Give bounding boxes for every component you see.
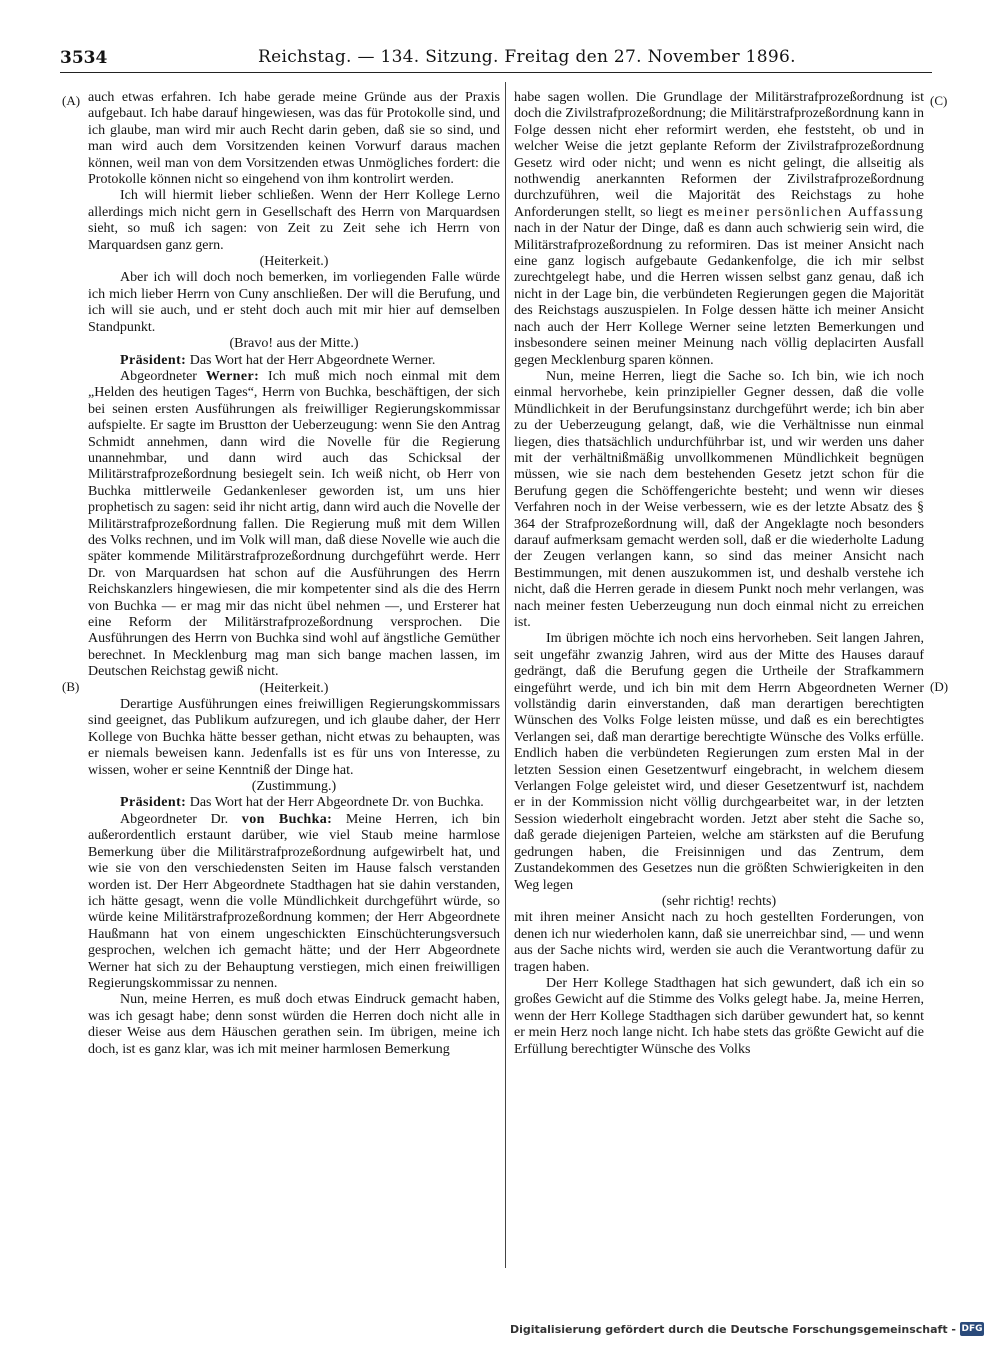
right-column: [514, 90, 924, 1058]
paragraph: [514, 90, 924, 369]
paragraph: Nun, meine Herren, liegt die Sache so. Ich bin, wie ich noch einmal hervorhebe, kein prinzipieller Gegner dessen, daß die volle Mündlichkeit in der Berufungsinstanz durchgeführt werde; ich bin aber zu der Ueberzeugung gelangt, daß, wie die Verhältnisse nun einmal liegen, dies thatsächlich undurchführbar ist, und wir werden uns daher mit der verhältnißmäßig unvollkommenen Mündlichkeit begnügen müssen, wie sie nach dem bestehenden Gesetz jetzt schon für die Berufung gegen die Schöffengerichte besteht; und wenn wir dieses Verfahren noch in der Weise verbessern, wie es der letzte Absatz des § 364 der Strafprozeßordnung will, daß der Angeklagte noch besonders darauf aufmerksam gemacht werden soll, daß er die wiederholte Ladung der Zeugen verlangen kann, so sind das meiner Ansicht nach Bestimmungen, mit denen auszukommen ist, und deshalb verstehe ich nicht, daß die Herren gerade in diesem Punkt noch mehr verlangen, was nach meiner festen Ueberzeugung nun doch einmal nicht zu erreichen ist.: [514, 368, 924, 630]
margin-mark-a: (A): [62, 93, 81, 108]
paragraph: mit ihren meiner Ansicht nach zu hoch gestellten Forderungen, von denen ich nur wiederholen kann, daß sie unerreichbar sind, — und wenn aus der Sache nichts wird, werden sie auch die Verantwortung dafür zu tragen haben.: [514, 910, 924, 975]
speaker-paragraph: [88, 812, 500, 992]
speech-text: Das Wort hat der Herr Abgeordnete Werner.: [186, 352, 436, 368]
page-number: 3534: [60, 48, 108, 68]
margin-mark-d: (D): [930, 679, 949, 694]
paragraph: Der Herr Kollege Stadthagen hat sich gewundert, daß ich ein so großes Gewicht auf die Stimme des Volks gelegt habe. Ja, meine Herren, wenn der Herr Kollege Stadthagen sich darüber gewundert hat, so kennt er mein Herz noch lange nicht. Ich habe stets das größte Gewicht auf die Erfüllung berechtigter Wünsche des Volks: [514, 975, 924, 1057]
speaker-paragraph: [88, 795, 500, 811]
paragraph: Ich will hiermit lieber schließen. Wenn der Herr Kollege Lerno allerdings mich nicht gern in Gesellschaft des Herrn von Marquardsen sieht, so muß ich sagen: von Zeit zu Zeit sehe ich Herrn von Marquardsen ganz gern.: [88, 188, 500, 253]
footer-text: Digitalisierung gefördert durch die Deutsche Forschungsgemeinschaft -: [509, 1322, 956, 1336]
speaker-paragraph: [88, 353, 500, 369]
speaker-name: Werner:: [205, 368, 260, 384]
paragraph: Nun, meine Herren, es muß doch etwas Eindruck gemacht haben, was ich gesagt habe; denn sonst würden die Herren doch nicht alle in dieser Weise aus dem Häuschen gerathen sein. Im übrigen, meine ich doch, ist es ganz klar, was ich mit meiner harmlosen Bemerkung: [88, 992, 500, 1057]
paragraph: Derartige Ausführungen eines freiwilligen Regierungskommissars sind geeignet, das Publikum aufzuregen, und ich glaube daher, der Herr Kollege von Buchka hätte besser gethan, nicht etwas zu behaupten, was er niemals beweisen kann. Jedenfalls ist es für uns von Interesse, zu wissen, woher er seine Kenntniß der Dinge hat.: [88, 697, 500, 778]
emphasized-text: meiner persönlichen Auffassung: [704, 204, 924, 220]
interjection: (Heiterkeit.): [259, 680, 329, 696]
paragraph: Aber ich will doch noch bemerken, im vorliegenden Falle würde ich mich lieber Herrn von Cuny anschließen. Der will die Berufung, und ich will sie auch, und er steht doch auch mit mir hier auf demselben Standpunkt.: [88, 270, 500, 335]
speaker-intro: Abgeordneter: [120, 368, 206, 384]
column-divider: [505, 82, 506, 1268]
margin-mark-b: (B): [62, 679, 80, 694]
speaker-name: von Buchka:: [241, 811, 333, 827]
speech-text: habe sagen wollen. Die Grundlage der Militärstrafprozeßordnung ist doch die Zivilstrafprozeßordnung; die Militärstrafprozeßordnung kann in Folge dessen nicht eher reformirt werden, ehe feststeht, ob und in welcher Weise die jetzt geplante Reform der Zivilstrafprozeßordnung Gesetz wird oder nicht; und wenn es nicht gelingt, die allseitig als nothwendig anerkannten Reformen der Zivilstrafprozeßordnung durchzuführen, weil die Majorität des Reichstags zu hohe Anforderungen stellt, so liegt es: [514, 90, 924, 220]
page-header: [0, 0, 1000, 80]
paragraph: auch etwas erfahren. Ich habe gerade meine Gründe aus der Praxis aufgebaut. Ich habe darauf hingewiesen, was das für Protokolle sind, und ich glaube, man wird mir auch Recht darin geben, daß sie so sind, und man wird auch dem Vorsitzenden keinen Vorwurf daraus machen können, weil man von dem Vorsitzenden etwas Unmögliches fordert: die Protokolle können nicht so eingehend von ihm kontrolirt werden.: [88, 90, 500, 188]
interjection: (Zustimmung.): [251, 779, 337, 795]
header-rule: [60, 72, 932, 73]
dfg-logo-icon: DFG: [961, 1324, 983, 1334]
speech-text: Meine Herren, ich bin außerordentlich erstaunt darüber, wie viel Staub meine harmlose Bemerkung über die Militärstrafprozeßordnung aufgewirbelt hat, und wie sie von den verschiedensten Seiten im Hause falsch verstanden worden ist. Der Herr Abgeordnete Stadthagen hat sie dahin verstanden, ich hätte gesagt, wenn die volle Mündlichkeit durchgeführt würde, so würde keine Militärstrafprozeßordnung kommen; der Herr Abgeordnete Haußmann hat von einem ungeschickten Einschüchterungsversuch gesprochen, welchen ich gemacht hätte; und der Herr Abgeordnete Werner hat sich zu der Behauptung verstiegen, mich einen freiwilligen Regierungskommissar zu nennen.: [88, 811, 500, 991]
interjection: (Bravo! aus der Mitte.): [229, 336, 359, 352]
paragraph: Im übrigen möchte ich noch eins hervorheben. Seit langen Jahren, seit ungefähr zwanzig Jahren, wird aus der Mitte des Hauses darauf gedrängt, daß die Berufung gegen die Urtheile der Strafkammern eingeführt werde, und ich bin mit dem Herrn Abgeordneten Werner vollständig darin einverstanden, daß man derartigen berechtigten Wünschen des Volks Folge leisten müsse, und daß es ein berechtigtes Verlangen sei, daß man derartige berechtigte Wünsche des Volks erfülle. Endlich haben die verbündeten Regierungen zum ersten Mal in der letzten Session einen Gesetzentwurf eingebracht, in welchem diesem Verlangen Folge geleistet wird, und dieser Gesetzentwurf ist, nachdem er in der Kommission nicht völlig durchgearbeitet war, in der letzten Session wiederholt eingebracht worden. Jetzt aber steht die Sache so, daß gerade diejenigen Parteien, welche am stärksten auf die Berufung gedrungen haben, die Freisinnigen und das Zentrum, dem Zustandekommen des Gesetzes nun die größten Schwierigkeiten in den Weg legen: [514, 631, 924, 893]
digitization-footer: [510, 1322, 984, 1336]
interjection: (Heiterkeit.): [259, 254, 329, 270]
running-title: Reichstag. — 134. Sitzung. Freitag den 27. November 1896.: [258, 47, 796, 67]
speaker-name: Präsident:: [120, 795, 187, 811]
left-column: [88, 90, 500, 1058]
speech-text: Das Wort hat der Herr Abgeordnete Dr. von Buchka.: [186, 795, 484, 811]
margin-mark-c: (C): [930, 93, 948, 108]
speaker-name: Präsident:: [120, 352, 187, 368]
speech-text: Ich muß mich noch einmal mit dem „Helden des heutigen Tages“, Herrn von Buchka, beschäftigen, der sich bei seinen ersten Ausführungen als freiwilliger Regierungskommissar aufspielte. Er sagte im Brustton der Ueberzeugung: wenn Sie den Antrag Schmidt annehmen, dann wird die Novelle für die Regierung unannehmbar, und dann wird auch das Schicksal der Militärstrafprozeßordnung besiegelt sein. Ich weiß nicht, ob Herr von Buchka mittlerweile Gedankenleser geworden ist, um uns hier prophetisch zu sagen: seid ihr nicht artig, dann wird auch die Novelle der Militärstrafprozeßordnung fallen. Die Regierung muß mit dem Willen des Volks rechnen, und im Volk will man, daß diese Novelle wie auch die später kommende Militärstrafprozeßordnung durchgeführt werde. Herr Dr. von Marquardsen hat schon auf die Ausführungen des Herrn Reichskanzlers hingewiesen, die mir kompetenter sind als die des Herrn von Buchka — er mag mir das nicht übel nehmen —, und Ersterer hat eine Reform der Militärstrafprozeßordnung versprochen. Die Ausführungen des Herrn von Buchka sind wohl auf ängstliche Gemüther berechnet. In Mecklenburg mag man sich bange machen lassen, im Deutschen Reichstag gewiß nicht.: [88, 368, 501, 680]
speaker-intro: Abgeordneter Dr.: [120, 811, 242, 827]
speech-text: nach in der Natur der Dinge, daß es dann auch schwierig sein wird, die Militärstrafprozeßordnung zu reformiren. Das ist meiner Ansicht nach eine ganz logisch aufgebaute Gedankenfolge, die ich mir selbst zurechtgelegt habe, und die Herren wissen selbst ganz genau, daß ich nicht in der Lage bin, die verbündeten Regierungen gegen die Majorität des Reichstags auszuspielen. In Folge dessen hätte ich meiner Ansicht nach auch der Herr Kollege Werner seine letzten Bemerkungen und insbesondere seinen meiner Meinung nach völlig deplacirten Ausfall gegen Mecklenburg sparen können.: [514, 221, 924, 368]
speaker-paragraph: [88, 369, 500, 681]
interjection: (sehr richtig! rechts): [661, 893, 777, 909]
